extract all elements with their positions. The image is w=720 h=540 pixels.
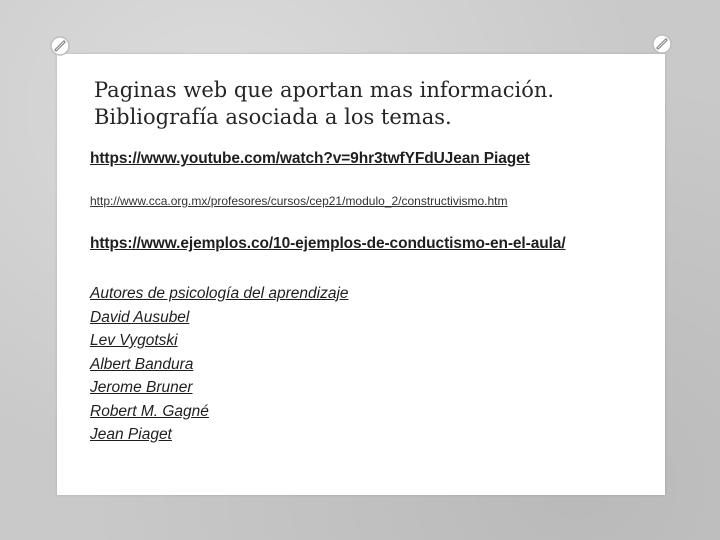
page-title: [94, 77, 554, 131]
ejemplos-link[interactable]: https://www.ejemplos.co/10-ejemplos-de-conductismo-en-el-aula/: [90, 235, 566, 252]
author-link-gagne[interactable]: Robert M. Gagné: [90, 402, 209, 420]
youtube-link[interactable]: https://www.youtube.com/watch?v=9hr3twfYFdUJean Piaget: [90, 150, 530, 167]
cca-link[interactable]: http://www.cca.org.mx/profesores/cursos/cep21/modulo_2/constructivismo.htm: [90, 194, 508, 208]
title-line-2: Bibliografía asociada a los temas.: [94, 105, 452, 129]
pushpin-icon: [46, 32, 74, 60]
author-link-bruner[interactable]: Jerome Bruner: [90, 379, 193, 396]
pushpin-icon: [648, 30, 676, 58]
authors-heading-link[interactable]: Autores de psicología del aprendizaje: [90, 285, 349, 302]
title-line-1: Paginas web que aportan mas información.: [94, 78, 555, 102]
author-link-vygotski[interactable]: Lev Vygotski: [90, 332, 178, 349]
author-link-piaget[interactable]: Jean Piaget: [90, 426, 172, 443]
author-link-ausubel[interactable]: David Ausubel: [90, 308, 190, 326]
authors-list: [90, 282, 349, 447]
author-link-bandura[interactable]: Albert Bandura: [90, 355, 194, 373]
